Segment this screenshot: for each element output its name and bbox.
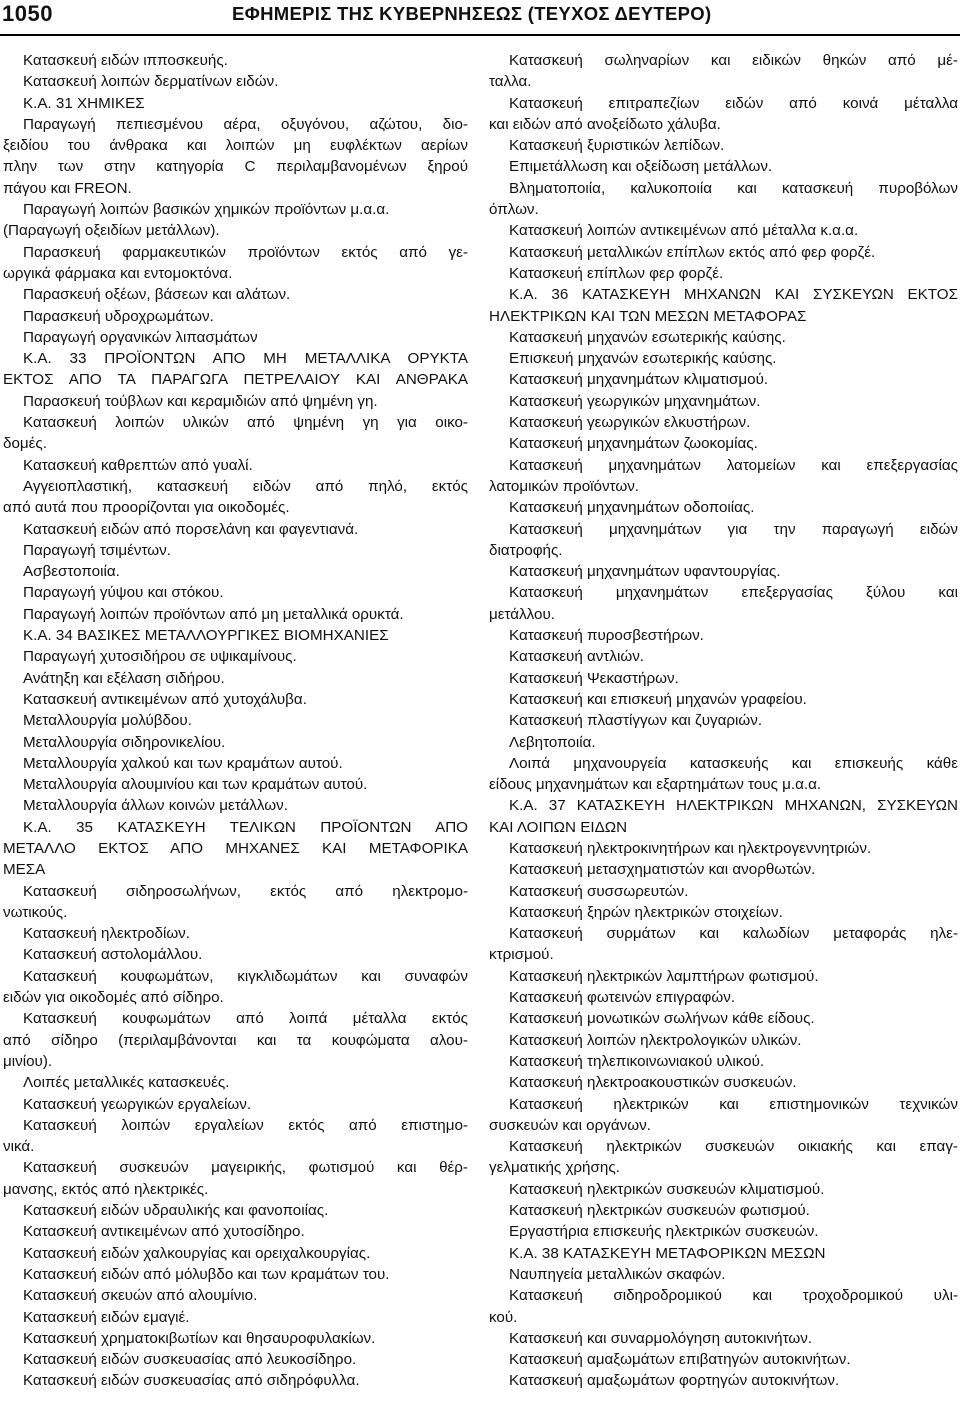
text-line: Παρασκευή υδροχρωμάτων. [23,307,214,325]
text-line: Κατασκευή λοιπών ηλεκτρολογικών υλικών. [509,1031,802,1049]
text-line: Κατασκευή αμαξωμάτων φορτηγών αυτοκινήτων. [509,1372,840,1390]
text-line: Κατασκευή ειδών ιπποσκευής. [23,52,228,69]
text-line: Κατασκευή ηλεκτροκινητήρων και ηλεκτρογεννητριών. [509,839,872,857]
text-line: (Παραγωγή οξειδίων μετάλλων). [3,222,220,240]
text-line: ΕΚΤΟΣ ΑΠΟ ΤΑ ΠΑΡΑΓΩΓΑ ΠΕΤΡΕΛΑΙΟΥ ΚΑΙ ΑΝΘΡΑΚΑ [3,371,468,389]
text-line: Κ.Α. 37 ΚΑΤΑΣΚΕΥΗ ΗΛΕΚΤΡΙΚΩΝ ΜΗΧΑΝΩΝ, ΣΥΣΚΕΥΩΝ [509,797,958,815]
right-column [489,50,958,1392]
text-line: Κατασκευή Ψεκαστήρων. [509,669,679,687]
text-line: Ναυπηγεία μεταλλικών σκαφών. [509,1265,726,1283]
text-line: Κατασκευή ηλεκτρικών συσκευών οικιακής και επαγ- [509,1138,958,1156]
text-line: συσκευών και οργάνων. [489,1116,651,1134]
text-line: Παραγωγή πεπιεσμένου αέρα, οξυγόνου, αζώτου, διο- [23,115,468,133]
text-line: πλην των στην κατηγορία C περιλαμβανομένων ξηρού [3,158,468,176]
text-line: Κατασκευή σιδηροδρομικού και τροχοδρομικού υλι- [509,1287,958,1305]
text-line: ωργικά φάρμακα και εντομοκτόνα. [3,264,233,282]
text-line: Κατασκευή γεωργικών μηχανημάτων. [509,392,761,410]
text-line: Κατασκευή αντικειμένων από χυτοχάλυβα. [23,690,307,708]
text-line: Μεταλλουργία σιδηρονικελίου. [23,733,226,751]
text-line: Κατασκευή μονωτικών σωλήνων κάθε είδους. [509,1010,815,1028]
text-line: Παραγωγή τσιμέντων. [23,541,171,559]
text-line: Κατασκευή φωτεινών επιγραφών. [509,989,736,1007]
text-line: Μεταλλουργία μολύβδου. [23,712,192,730]
text-line: Κατασκευή μηχανημάτων λατομείων και επεξεργασίας [509,456,958,474]
text-line: ειδών για οικοδομές από σίδηρο. [3,989,224,1007]
text-line: Κατασκευή ειδών χαλκουργίας και ορειχαλκουργίας. [23,1244,371,1262]
text-line: γελματικής χρήσης. [489,1159,620,1177]
text-line: Παρασκευή τούβλων και κεραμιδιών από ψημένη γη. [23,392,378,410]
text-line: μανσης, εκτός από ηλεκτρικές. [3,1180,209,1198]
text-line: Κατασκευή μηχανημάτων επεξεργασίας ξύλου και [509,584,958,602]
text-line: Κατασκευή επίπλων φερ φορζέ. [509,264,724,282]
text-line: Κατασκευή αντικειμένων από χυτοσίδηρο. [23,1223,305,1241]
text-line: Κατασκευή κουφωμάτων από λοιπά μέταλλα εκτός [23,1010,468,1028]
text-line: Κατασκευή επιτραπεζίων ειδών από κοινά μέταλλα [509,94,958,112]
text-line: ξειδίου του άνθρακα και λοιπών μη ευφλέκτων αερίων [3,137,468,155]
text-line: λατομικών προϊόντων. [489,477,640,495]
text-line: Κατασκευή μηχανημάτων υφαντουργίας. [509,563,781,581]
text-line: Κατασκευή μηχανών εσωτερικής καύσης. [509,328,786,346]
text-line: από σίδηρο (περιλαμβάνονται και τα κουφώματα αλου- [3,1031,468,1049]
text-line: Κατασκευή αστολομάλλου. [23,946,203,964]
text-line: Κατασκευή ηλεκτρικών λαμπτήρων φωτισμού. [509,967,819,985]
text-line: Κατασκευή ξυριστικών λεπίδων. [509,137,725,155]
text-line: Παραγωγή λοιπών βασικών χημικών προϊόντων μ.α.α. [23,201,390,219]
text-line: Παραγωγή χυτοσιδήρου σε υψικαμίνους. [23,648,297,666]
text-line: Κατασκευή και συναρμολόγηση αυτοκινήτων. [509,1329,813,1347]
text-line: Κατασκευή πλαστίγγων και ζυγαριών. [509,712,763,730]
text-line: Παρασκευή οξέων, βάσεων και αλάτων. [23,286,291,304]
text-line: όπλων. [489,201,539,219]
text-line: Κατασκευή ηλεκτρικών συσκευών φωτισμού. [509,1202,810,1220]
text-line: Κατασκευή καθρεπτών από γυαλί. [23,456,253,474]
text-line: ΜΕΤΑΛΛΟ ΕΚΤΟΣ ΑΠΟ ΜΗΧΑΝΕΣ ΚΑΙ ΜΕΤΑΦΟΡΙΚΑ [3,839,468,857]
text-line: ΗΛΕΚΤΡΙΚΩΝ ΚΑΙ ΤΩΝ ΜΕΣΩΝ ΜΕΤΑΦΟΡΑΣ [489,307,807,325]
text-line: Κατασκευή γεωργικών ελκυστήρων. [509,414,751,432]
text-line: Εργαστήρια επισκευής ηλεκτρικών συσκευών. [509,1223,819,1241]
text-line: Λοιπές μεταλλικές κατασκευές. [23,1074,230,1092]
text-line: Κατασκευή και επισκευή μηχανών γραφείου. [509,690,807,708]
text-line: Κατασκευή πυροσβεστήρων. [509,627,704,645]
text-line: δομές. [3,435,47,453]
text-line: Ασβεστοποιία. [23,563,120,581]
text-line: Κατασκευή λοιπών αντικειμένων από μέταλλα κ.α.α. [509,222,859,240]
text-line: Κατασκευή σιδηροσωλήνων, εκτός από ηλεκτρομο- [23,882,468,900]
text-line: Κατασκευή συρμάτων και καλωδίων μεταφοράς ηλε- [509,925,958,943]
text-line: Κατασκευή μηχανημάτων οδοποιίας. [509,499,755,517]
text-line: κτρισμού. [489,946,554,964]
text-line: νωτικούς. [3,903,68,921]
text-line: ΚΑΙ ΛΟΙΠΩΝ ΕΙΔΩΝ [489,818,628,836]
text-line: ταλλα. [489,73,532,91]
text-line: Κατασκευή μηχανημάτων ζωοκομίας. [509,435,758,453]
text-line: Κατασκευή αντλιών. [509,648,645,666]
text-line: Κ.Α. 34 ΒΑΣΙΚΕΣ ΜΕΤΑΛΛΟΥΡΓΙΚΕΣ ΒΙΟΜΗΧΑΝΙΕΣ [23,627,389,645]
text-line: Κατασκευή ηλεκτρικών και επιστημονικών τεχνικών [509,1095,958,1113]
text-line: Κατασκευή ειδών εμαγιέ. [23,1308,190,1326]
text-line: Κατασκευή λοιπών εργαλείων εκτός από επιστημο- [23,1116,468,1134]
text-line: Κατασκευή λοιπών υλικών από ψημένη γη για οικο- [23,414,468,432]
header-rule [0,34,960,36]
text-line: Κατασκευή μηχανημάτων για την παραγωγή ειδών [509,520,958,538]
text-line: Κατασκευή ειδών από μόλυβδο και των κραμάτων του. [23,1265,390,1283]
left-column [3,50,468,1392]
text-line: Κατασκευή κουφωμάτων, κιγκλιδωμάτων και συναφών [23,967,468,985]
text-line: από αυτά που προορίζονται για οικοδομές. [3,499,290,517]
text-line: Κατασκευή μεταλλικών επίπλων εκτός από φερ φορζέ. [509,243,876,261]
text-line: μετάλλου. [489,605,556,623]
text-line: Μεταλλουργία χαλκού και των κραμάτων αυτού. [23,754,343,772]
text-line: Κατασκευή ειδών συσκευασίας από λευκοσίδηρο. [23,1351,357,1369]
text-line: Κατασκευή αμαξωμάτων επιβατηγών αυτοκινήτων. [509,1351,851,1369]
text-line: ΜΕΣΑ [3,861,46,879]
text-line: Κ.Α. 33 ΠΡΟΪΟΝΤΩΝ ΑΠΟ ΜΗ ΜΕΤΑΛΛΙΚΑ ΟΡΥΚΤΑ [23,350,468,368]
text-line: Κατασκευή σκευών από αλουμίνιο. [23,1287,258,1305]
text-line: Μεταλλουργία άλλων κοινών μετάλλων. [23,797,288,815]
text-line: Κ.Α. 36 ΚΑΤΑΣΚΕΥΗ ΜΗΧΑΝΩΝ ΚΑΙ ΣΥΣΚΕΥΩΝ ΕΚΤΟΣ [509,286,958,304]
text-line: Κατασκευή ηλεκτροακουστικών συσκευών. [509,1074,797,1092]
text-line: Κ.Α. 35 ΚΑΤΑΣΚΕΥΗ ΤΕΛΙΚΩΝ ΠΡΟΪΟΝΤΩΝ ΑΠΟ [23,818,468,836]
text-line: μινίου). [3,1052,53,1070]
text-line: Παραγωγή λοιπών προϊόντων από μη μεταλλικά ορυκτά. [23,605,404,623]
text-line: Κατασκευή μηχανημάτων κλιματισμού. [509,371,769,389]
text-line: Κατασκευή γεωργικών εργαλείων. [23,1095,252,1113]
text-line: Μεταλλουργία αλουμινίου και των κραμάτων αυτού. [23,776,368,794]
text-line: Ανάτηξη και εξέλαση σιδήρου. [23,669,225,687]
text-line: Κατασκευή ηλεκτροδίων. [23,925,190,943]
text-line: Κατασκευή ειδών συσκευασίας από σιδηρόφυλλα. [23,1372,360,1390]
text-line: Κ.Α. 38 ΚΑΤΑΣΚΕΥΗ ΜΕΤΑΦΟΡΙΚΩΝ ΜΕΣΩΝ [509,1244,826,1262]
text-line: Επισκευή μηχανών εσωτερικής καύσης. [509,350,777,368]
text-line: πάγου και FREON. [3,179,132,197]
text-line: και ειδών από ανοξείδωτο χάλυβα. [489,115,721,133]
text-line: Κατασκευή χρηματοκιβωτίων και θησαυροφυλακίων. [23,1329,376,1347]
text-line: Κατασκευή μετασχηματιστών και ανορθωτών. [509,861,816,879]
text-line: νικά. [3,1138,35,1156]
page-header [0,0,960,34]
text-line: Παρασκευή φαρμακευτικών προϊόντων εκτός από γε- [23,243,468,261]
text-line: Αγγειοπλαστική, κατασκευή ειδών από πηλό, εκτός [23,477,468,495]
text-line: Κατασκευή τηλεπικοινωνιακού υλικού. [509,1052,765,1070]
text-line: είδους μηχανημάτων και εξαρτημάτων τους μ.α.α. [489,776,822,794]
text-line: Λεβητοποιία. [509,733,596,751]
text-line: κού. [489,1308,518,1326]
text-line: Κατασκευή σωληναρίων και ειδικών θηκών από μέ- [509,52,958,69]
text-line: Κ.Α. 31 ΧΗΜΙΚΕΣ [23,94,145,112]
journal-title: ΕΦΗΜΕΡΙΣ ΤΗΣ ΚΥΒΕΡΝΗΣΕΩΣ (ΤΕΥΧΟΣ ΔΕΥΤΕΡΟ) [232,3,712,24]
text-line: Κατασκευή ηλεκτρικών συσκευών κλιματισμού. [509,1180,825,1198]
text-line: Παραγωγή οργανικών λιπασμάτων [23,328,258,346]
text-line: Βληματοποιία, καλυκοποιία και κατασκευή πυροβόλων [509,179,958,197]
text-line: Κατασκευή ειδών υδραυλικής και φανοποιίας. [23,1202,329,1220]
text-line: διατροφής. [489,541,563,559]
text-line: Κατασκευή λοιπών δερματίνων ειδών. [23,73,279,91]
text-line: Παραγωγή γύψου και στόκου. [23,584,224,602]
text-line: Λοιπά μηχανουργεία κατασκευής και επισκευής κάθε [509,754,958,772]
text-line: Κατασκευή ειδών από πορσελάνη και φαγεντιανά. [23,520,359,538]
text-line: Κατασκευή συσκευών μαγειρικής, φωτισμού και θέρ- [23,1159,468,1177]
page-number: 1050 [2,1,53,26]
text-line: Επιμετάλλωση και οξείδωση μετάλλων. [509,158,773,176]
text-line: Κατασκευή ξηρών ηλεκτρικών στοιχείων. [509,903,783,921]
text-line: Κατασκευή συσσωρευτών. [509,882,689,900]
